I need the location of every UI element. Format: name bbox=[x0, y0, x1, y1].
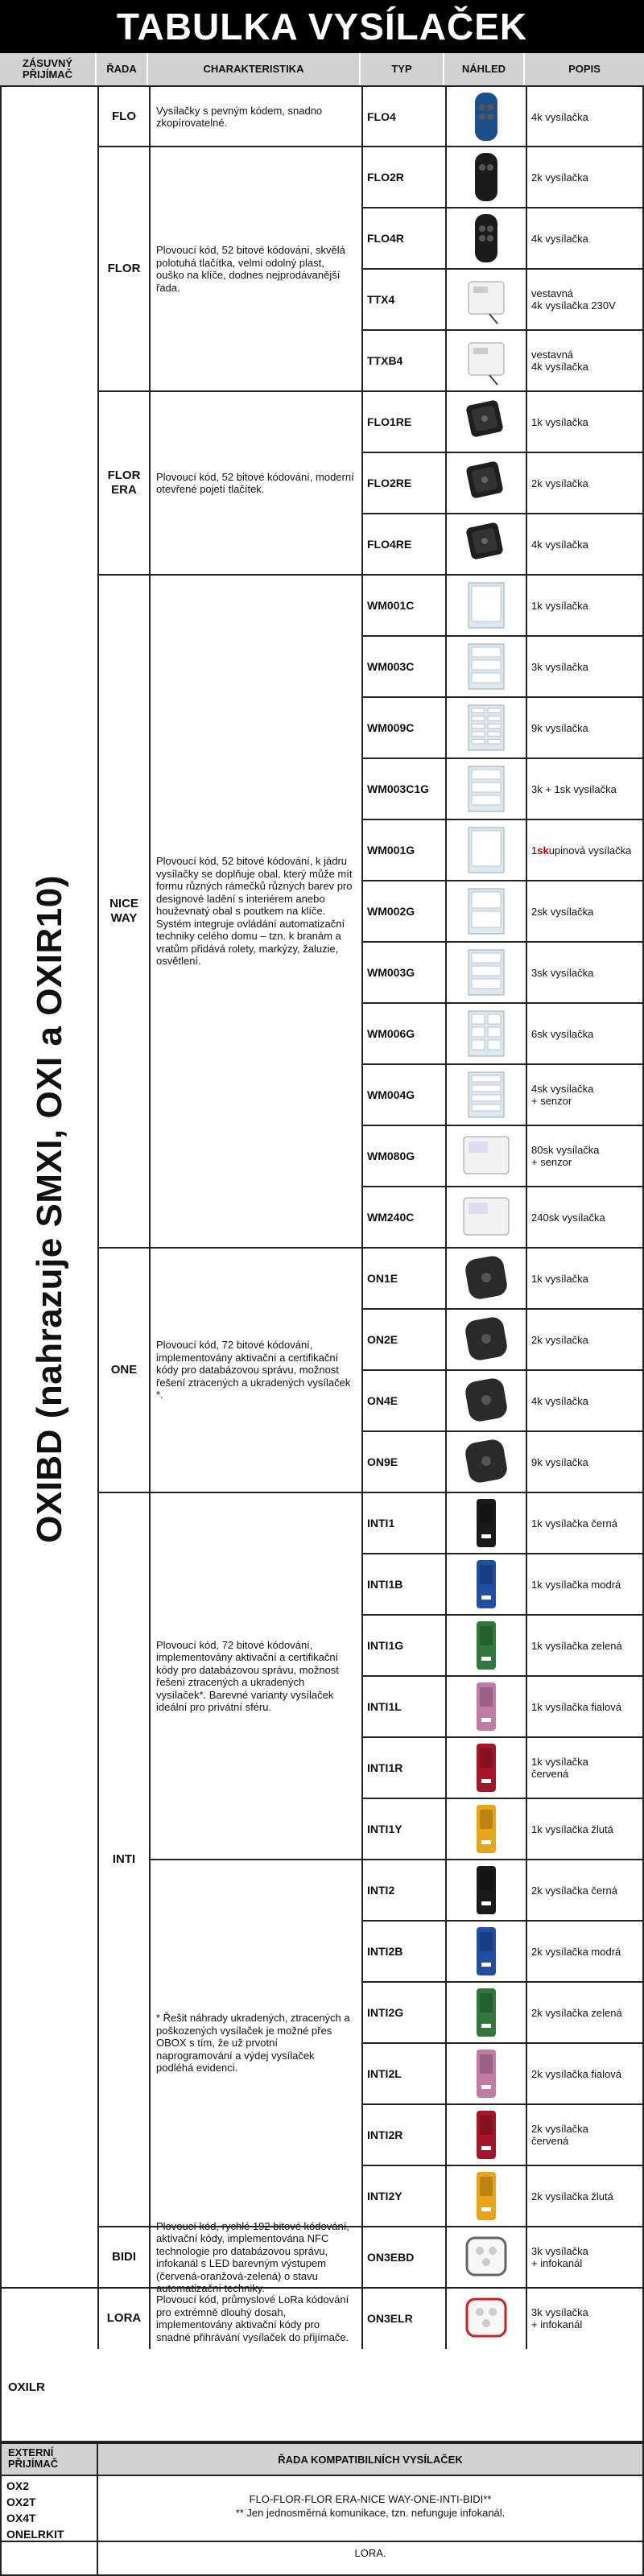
wm080g-display-icon bbox=[446, 1125, 526, 1187]
type-cell: ON9E bbox=[367, 1455, 398, 1468]
receiver-oxilr-cell bbox=[2, 2331, 98, 2442]
wm003g-switch-icon bbox=[446, 942, 526, 1003]
row-separator bbox=[362, 1675, 644, 1677]
popis-cell bbox=[526, 1860, 644, 1921]
description-cell bbox=[150, 1248, 362, 1492]
popis-cell bbox=[526, 147, 644, 208]
type-cell: WM003C bbox=[367, 660, 415, 673]
row-separator bbox=[362, 2103, 644, 2105]
popis-cell bbox=[526, 697, 644, 758]
description-cell bbox=[150, 2227, 362, 2288]
type-cell: INTI1R bbox=[367, 1761, 403, 1774]
inti1g-remote-icon bbox=[446, 1615, 526, 1676]
description-text: Plovoucí kód, průmyslové LoRa kódování pro extrémně dlouhý dosah, implementovány aktivační kódy pro snadné přihrávání vysílaček do přijímače. bbox=[156, 2293, 349, 2343]
popis-text: 1k vysílačka žlutá bbox=[531, 1823, 613, 1835]
description-cell bbox=[150, 1492, 362, 1860]
row-separator bbox=[362, 819, 644, 820]
header-preview: NÁHLED bbox=[444, 53, 525, 85]
compat-lora: LORA. bbox=[354, 2547, 386, 2559]
popis-text: 4k vysílačka bbox=[531, 538, 588, 551]
popis-text: 240sk vysílačka bbox=[531, 1211, 605, 1224]
popis-cell bbox=[526, 269, 644, 330]
popis-cell bbox=[526, 1554, 644, 1615]
inti1b-remote-icon bbox=[446, 1554, 526, 1615]
header-description: CHARAKTERISTIKA bbox=[148, 53, 361, 85]
popis-cell bbox=[526, 1003, 644, 1064]
popis-cell bbox=[526, 1248, 644, 1309]
popis-cell bbox=[526, 1125, 644, 1187]
type-cell: WM001C bbox=[367, 599, 415, 612]
type-cell: WM003G bbox=[367, 966, 415, 979]
row-separator bbox=[362, 1369, 644, 1371]
group-separator bbox=[98, 390, 644, 392]
series-cell: ONE bbox=[110, 1363, 138, 1377]
row-separator bbox=[362, 1308, 644, 1310]
row-separator bbox=[362, 1125, 644, 1126]
popis-text: 1k vysílačka modrá bbox=[531, 1578, 621, 1591]
popis-text: 2k vysílačka zelená bbox=[531, 2006, 622, 2019]
popis-cell bbox=[526, 1921, 644, 1982]
on3elr-remote-icon bbox=[446, 2288, 526, 2349]
popis-text: 2k vysílačka žlutá bbox=[531, 2190, 613, 2202]
row-separator bbox=[362, 758, 644, 759]
type-cell: FLO2RE bbox=[367, 477, 412, 489]
type-cell: ON1E bbox=[367, 1272, 398, 1285]
popis-text: 3sk vysílačka bbox=[531, 966, 594, 979]
description-cell bbox=[150, 391, 362, 575]
type-cell: INTI1G bbox=[367, 1639, 404, 1652]
description-cell bbox=[150, 575, 362, 1248]
ttx4-module-icon bbox=[446, 269, 526, 330]
type-cell: WM002G bbox=[367, 905, 415, 918]
compat-note: ** Jen jednosměrná komunikace, tzn. nefunguje infokanál. bbox=[235, 2507, 506, 2519]
remote-table bbox=[0, 85, 644, 2442]
type-cell: INTI2L bbox=[367, 2067, 402, 2080]
popis-text: 4k vysílačka bbox=[531, 232, 588, 245]
series-cell: INTI bbox=[112, 1852, 136, 1866]
wm001c-switch-icon bbox=[446, 575, 526, 636]
popis-text: 1k vysílačka bbox=[531, 1272, 588, 1285]
row-separator bbox=[362, 1920, 644, 1922]
row-separator bbox=[362, 1002, 644, 1004]
series-cell: NICE WAY bbox=[109, 897, 138, 925]
row-separator bbox=[362, 1798, 644, 1799]
page-title: TABULKA VYSÍLAČEK bbox=[0, 0, 644, 53]
popis-text: 1k vysílačka červená bbox=[531, 1756, 588, 1780]
description-text: Vysílačky s pevným kódem, snadno zkopírovatelné. bbox=[156, 104, 323, 129]
group-separator bbox=[98, 574, 644, 576]
type-cell: FLO1RE bbox=[367, 415, 412, 428]
wm003c-switch-icon bbox=[446, 636, 526, 697]
series-cell: FLO bbox=[112, 109, 136, 123]
popis-text: 2sk vysílačka bbox=[531, 905, 594, 918]
popis-text: 2k vysílačka červená bbox=[531, 2123, 588, 2147]
flo4-remote-icon bbox=[446, 87, 526, 147]
inti2b-remote-icon bbox=[446, 1921, 526, 1982]
row-separator bbox=[362, 2165, 644, 2166]
header-series: ŘADA bbox=[97, 53, 148, 85]
popis-cell bbox=[526, 1737, 644, 1798]
compat-series: FLO-FLOR-FLOR ERA-NICE WAY-ONE-INTI-BIDI** bbox=[249, 2493, 492, 2505]
popis-cell bbox=[526, 452, 644, 514]
description-cell bbox=[150, 1860, 362, 2227]
row-separator bbox=[362, 513, 644, 514]
flo4r-remote-icon bbox=[446, 208, 526, 269]
popis-text: 3k vysílačka + infokanál bbox=[531, 2306, 588, 2330]
type-cell: INTI1L bbox=[367, 1700, 402, 1713]
on2e-remote-icon bbox=[446, 1309, 526, 1370]
popis-highlight: sk bbox=[537, 844, 549, 857]
type-cell: FLO4R bbox=[367, 232, 404, 245]
wm240c-display-icon bbox=[446, 1187, 526, 1248]
popis-cell bbox=[526, 1676, 644, 1737]
popis-text: 3k + 1sk vysílačka bbox=[531, 782, 617, 795]
row-separator bbox=[362, 1981, 644, 1983]
external-receiver: ONELRKIT bbox=[6, 2528, 64, 2541]
popis-cell bbox=[526, 514, 644, 575]
row-separator bbox=[362, 1553, 644, 1554]
description-text: Plovoucí kód, 52 bitové kódování, skvělá polotuhá tlačítka, velmi odolný plast, ouško na klíče, dodnes nejprodávanější řada. bbox=[156, 244, 345, 294]
type-cell: TTXB4 bbox=[367, 354, 403, 367]
popis-rest: upinová vysílačka bbox=[548, 844, 632, 857]
row-separator bbox=[362, 1430, 644, 1432]
popis-text: 4k vysílačka bbox=[531, 1394, 588, 1407]
header-popis: POPIS bbox=[525, 53, 644, 85]
inti2y-remote-icon bbox=[446, 2165, 526, 2227]
series-cell: BIDI bbox=[112, 2250, 136, 2264]
type-cell: WM240C bbox=[367, 1211, 415, 1224]
popis-text: 6sk vysílačka bbox=[531, 1027, 594, 1040]
group-separator bbox=[98, 1247, 644, 1249]
inti2r-remote-icon bbox=[446, 2104, 526, 2165]
popis-cell bbox=[526, 391, 644, 452]
flo2r-remote-icon bbox=[446, 147, 526, 208]
popis-text: vestavná 4k vysílačka bbox=[531, 349, 588, 373]
popis-text: 1k vysílačka zelená bbox=[531, 1639, 622, 1652]
description-cell bbox=[150, 2288, 362, 2349]
popis-text: 1k vysílačka bbox=[531, 415, 588, 428]
description-cell bbox=[150, 87, 362, 147]
wm001g-switch-icon bbox=[446, 819, 526, 881]
type-cell: FLO2R bbox=[367, 171, 404, 184]
type-cell: INTI2B bbox=[367, 1945, 403, 1958]
type-cell: ON3EBD bbox=[367, 2251, 415, 2264]
popis-cell bbox=[526, 1798, 644, 1860]
row-separator bbox=[362, 1736, 644, 1738]
inti2-remote-icon bbox=[446, 1860, 526, 1921]
popis-cell bbox=[526, 2104, 644, 2165]
popis-text: 80sk vysílačka + senzor bbox=[531, 1144, 600, 1168]
inti1-remote-icon bbox=[446, 1492, 526, 1554]
description-separator bbox=[150, 1859, 362, 1860]
popis-text: 9k vysílačka bbox=[531, 1455, 588, 1468]
type-cell: FLO4 bbox=[367, 110, 396, 123]
popis-cell bbox=[526, 1187, 644, 1248]
row-separator bbox=[362, 329, 644, 331]
series-cell: FLOR bbox=[107, 262, 141, 275]
row-separator bbox=[362, 941, 644, 943]
popis-cell bbox=[526, 208, 644, 269]
popis-text: 2k vysílačka černá bbox=[531, 1884, 617, 1897]
popis-cell bbox=[526, 881, 644, 942]
type-cell: INTI2Y bbox=[367, 2190, 402, 2202]
type-cell: INTI1Y bbox=[367, 1823, 402, 1835]
flo4re-remote-icon bbox=[446, 514, 526, 575]
column-separator bbox=[97, 87, 99, 2349]
wm009c-switch-icon bbox=[446, 697, 526, 758]
inti2g-remote-icon bbox=[446, 1982, 526, 2043]
on4e-remote-icon bbox=[446, 1370, 526, 1431]
inti1l-remote-icon bbox=[446, 1676, 526, 1737]
row-separator bbox=[362, 1614, 644, 1616]
row-separator bbox=[362, 635, 644, 637]
wm003c1g-switch-icon bbox=[446, 758, 526, 819]
ttxb4-module-icon bbox=[446, 330, 526, 391]
receiver-oxibd-cell bbox=[2, 87, 98, 2331]
on9e-remote-icon bbox=[446, 1431, 526, 1492]
description-cell bbox=[150, 147, 362, 391]
type-cell: WM080G bbox=[367, 1150, 415, 1162]
type-cell: WM009C bbox=[367, 721, 415, 734]
popis-cell bbox=[526, 1982, 644, 2043]
row-separator bbox=[362, 1186, 644, 1187]
popis-text: 3k vysílačka + infokanál bbox=[531, 2245, 588, 2269]
popis-text: 3k vysílačka bbox=[531, 660, 588, 673]
receiver-oxibd-label: OXIBD (nahrazuje SMXI, OXI a OXIR10) bbox=[30, 875, 69, 1543]
popis-text bbox=[531, 844, 631, 857]
type-cell: INTI1 bbox=[367, 1517, 395, 1530]
popis-text: 2k vysílačka fialová bbox=[531, 2067, 621, 2080]
header-type: TYP bbox=[361, 53, 444, 85]
popis-text: 2k vysílačka bbox=[531, 1333, 588, 1346]
type-cell: INTI2G bbox=[367, 2006, 404, 2019]
popis-cell bbox=[526, 636, 644, 697]
flo2re-remote-icon bbox=[446, 452, 526, 514]
type-cell: WM006G bbox=[367, 1027, 415, 1040]
type-cell: WM003C1G bbox=[367, 782, 430, 795]
external-receiver-list bbox=[2, 2478, 95, 2542]
description-text: Plovoucí kód, 72 bitové kódování, implementovány aktivační a certifikační kódy pro databázovou správu, možnost řešení ztracených a ukradených vysílaček*. Barevné varianty vysílaček ideální pro privátní sféru. bbox=[156, 1638, 339, 1713]
popis-text: 1k vysílačka fialová bbox=[531, 1700, 621, 1713]
popis-prefix: 1 bbox=[531, 844, 538, 857]
receiver-oxilr-label: OXILR bbox=[8, 2380, 45, 2394]
type-cell: INTI2 bbox=[367, 1884, 395, 1897]
type-cell: INTI2R bbox=[367, 2128, 403, 2141]
type-cell: INTI1B bbox=[367, 1578, 403, 1591]
popis-cell bbox=[526, 2165, 644, 2227]
popis-cell bbox=[526, 1370, 644, 1431]
popis-cell bbox=[526, 575, 644, 636]
inti2l-remote-icon bbox=[446, 2043, 526, 2104]
on1e-remote-icon bbox=[446, 1248, 526, 1309]
header-receiver: ZÁSUVNÝ PŘIJÍMAČ bbox=[0, 53, 97, 85]
type-cell: WM001G bbox=[367, 844, 415, 857]
row-separator bbox=[362, 880, 644, 881]
popis-cell bbox=[526, 2288, 644, 2349]
flo1re-remote-icon bbox=[446, 391, 526, 452]
type-cell: ON4E bbox=[367, 1394, 398, 1407]
description-text: aktivační kódy, implementována NFC technologie pro databázovou správu, infokanál s LED barevným výstupem (červená-oranžová-zelená) o stavu bbox=[156, 2232, 329, 2282]
column-separator bbox=[149, 87, 151, 2349]
popis-cell bbox=[526, 758, 644, 819]
popis-text: 1k vysílačka bbox=[531, 599, 588, 612]
external-receiver: OX4T bbox=[6, 2512, 36, 2524]
popis-text: vestavná 4k vysílačka 230V bbox=[531, 287, 616, 312]
description-text: Plovoucí kód, 52 bitové kódování, k jádru vysílačky se doplňuje obal, který může mít formu různých rámečků různých barev pro designové ladění s interiérem anebo houževnatý obal s poutkem na klíče. Systém integruje ovládání automatizační techniky celého domu – tzn. k branám a vratům přidává rolety, markýzy, žaluzie, osvětlení. bbox=[156, 855, 353, 968]
popis-cell bbox=[526, 87, 644, 147]
popis-cell bbox=[526, 1615, 644, 1676]
type-cell: WM004G bbox=[367, 1088, 415, 1101]
wm006g-switch-icon bbox=[446, 1003, 526, 1064]
popis-text: 4k vysílačka bbox=[531, 110, 588, 123]
series-cell: LORA bbox=[106, 2311, 142, 2325]
compat-header: ŘADA KOMPATIBILNÍCH VYSÍLAČEK bbox=[98, 2444, 642, 2475]
group-separator bbox=[98, 146, 644, 147]
inti1y-remote-icon bbox=[446, 1798, 526, 1860]
popis-cell bbox=[526, 1064, 644, 1125]
compat-series-text bbox=[98, 2492, 642, 2520]
on3ebd-remote-icon bbox=[446, 2227, 526, 2288]
type-cell: ON3ELR bbox=[367, 2312, 413, 2325]
popis-text: 1k vysílačka černá bbox=[531, 1517, 617, 1530]
description-text: Plovoucí kód, 52 bitové kódování, moderní otevřené pojetí tlačítek. bbox=[156, 470, 354, 495]
type-cell: FLO4RE bbox=[367, 538, 412, 551]
column-separator bbox=[526, 87, 527, 2349]
description-text: Plovoucí kód, 72 bitové kódování, implementovány aktivační a certifikační kódy pro databázovou správu, možnost řešení ztracených a ukradených vysílaček *. bbox=[156, 1339, 351, 1402]
external-receivers-table bbox=[0, 2442, 644, 2576]
popis-cell bbox=[526, 2227, 644, 2288]
row-separator bbox=[362, 2042, 644, 2044]
popis-cell bbox=[526, 1309, 644, 1370]
row-separator bbox=[362, 1859, 644, 1860]
wm002g-switch-icon bbox=[446, 881, 526, 942]
row-separator bbox=[362, 207, 644, 208]
external-receiver: OX2T bbox=[6, 2496, 36, 2508]
popis-cell bbox=[526, 942, 644, 1003]
popis-cell bbox=[526, 2043, 644, 2104]
row-separator bbox=[362, 268, 644, 270]
column-separator bbox=[361, 87, 363, 2349]
inti1r-remote-icon bbox=[446, 1737, 526, 1798]
row-separator bbox=[362, 1063, 644, 1065]
type-cell: TTX4 bbox=[367, 293, 395, 306]
row-separator bbox=[362, 696, 644, 698]
external-header: EXTERNÍ PŘIJÍMAČ bbox=[2, 2444, 97, 2475]
popis-cell bbox=[526, 1431, 644, 1492]
popis-cell bbox=[526, 819, 644, 881]
group-separator bbox=[98, 1492, 644, 1493]
row-separator bbox=[362, 452, 644, 453]
group-separator bbox=[98, 2226, 644, 2227]
series-cell: FLOR ERA bbox=[107, 469, 141, 497]
column-separator bbox=[445, 87, 447, 2349]
popis-text: 2k vysílačka bbox=[531, 171, 588, 184]
external-receiver: OX2 bbox=[6, 2479, 30, 2492]
popis-cell bbox=[526, 330, 644, 391]
popis-text: 4sk vysílačka + senzor bbox=[531, 1083, 594, 1107]
wm004g-switch-icon bbox=[446, 1064, 526, 1125]
description-footnote: * Řešit náhrady ukradených, ztracených a poškozených vysílaček je možné přes OBOX s tím, že už prvotní naprogramování a výdej vysílaček podléhá evidenci. bbox=[156, 2012, 350, 2074]
popis-text: 9k vysílačka bbox=[531, 721, 588, 734]
popis-text: 2k vysílačka bbox=[531, 477, 588, 489]
type-cell: ON2E bbox=[367, 1333, 398, 1346]
popis-cell bbox=[526, 1492, 644, 1554]
popis-text: 2k vysílačka modrá bbox=[531, 1945, 621, 1958]
